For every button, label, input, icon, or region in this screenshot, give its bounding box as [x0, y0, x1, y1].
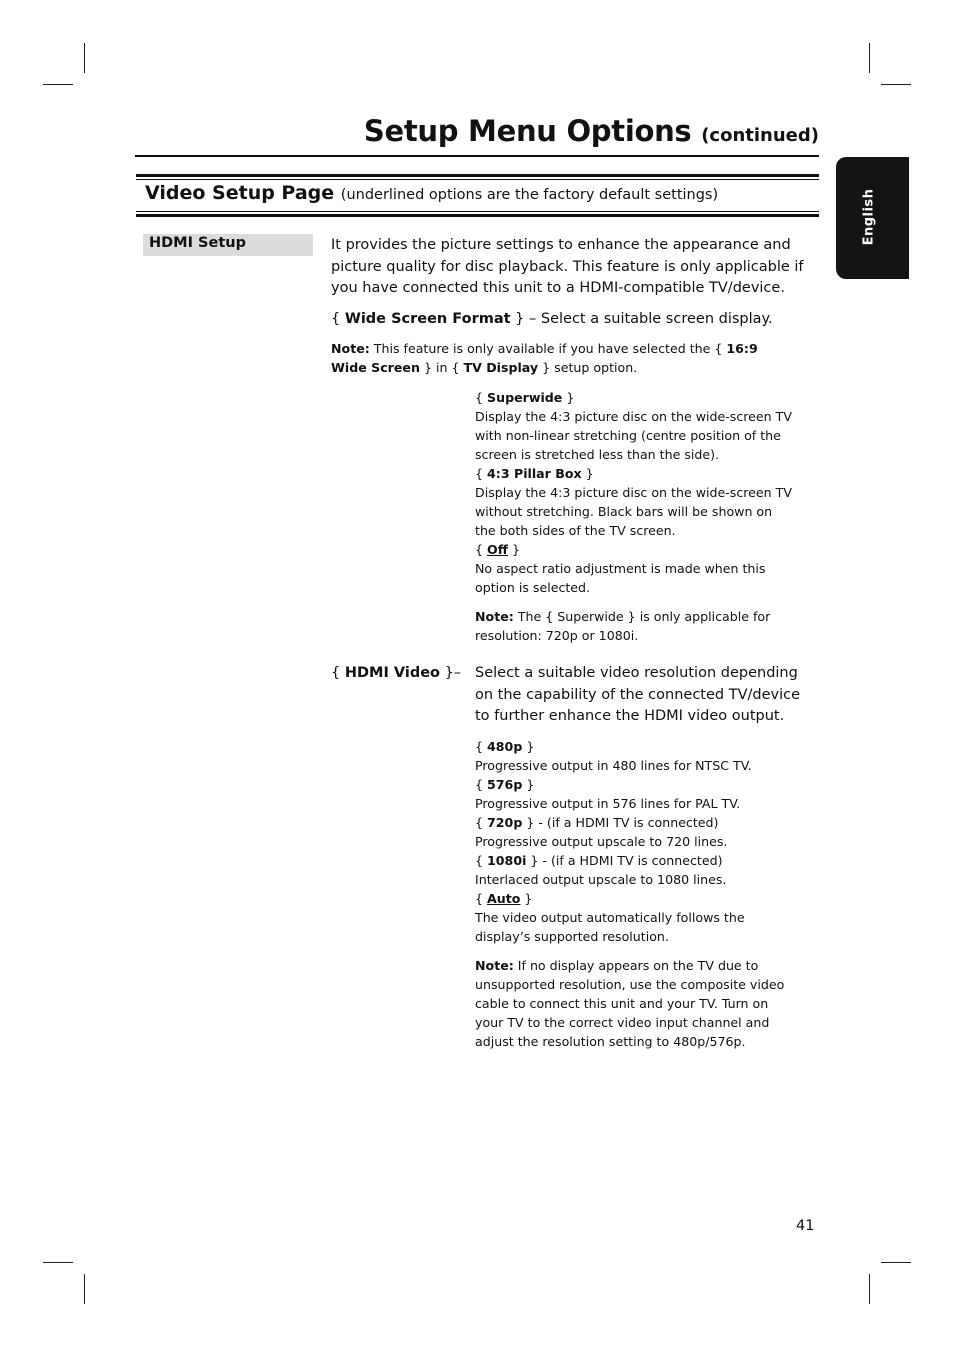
- wide-screen-desc: } – Select a suitable screen display.: [510, 311, 773, 327]
- note-text: unsupported resolution, use the composite video: [475, 977, 785, 992]
- option-name: Superwide: [487, 390, 563, 405]
- note-text: resolution: 720p or 1080i.: [475, 628, 639, 643]
- option-suffix: } - (if a HDMI TV is connected): [522, 815, 719, 830]
- intro-line: picture quality for disc playback. This feature is only applicable if: [331, 258, 804, 275]
- option-desc: Interlaced output upscale to 1080 lines.: [475, 872, 727, 887]
- continued-label: (continued): [701, 125, 819, 146]
- brace: {: [331, 665, 345, 681]
- note-label: Note:: [475, 958, 514, 973]
- section-rule: [136, 174, 819, 177]
- hdmi-setup-label-box: [143, 234, 313, 256]
- brace: {: [331, 311, 345, 327]
- option-desc: the both sides of the TV screen.: [475, 523, 676, 538]
- note-text: } in {: [419, 360, 464, 375]
- page-title-text: Setup Menu Options: [363, 114, 692, 148]
- option-desc: Progressive output upscale to 720 lines.: [475, 834, 728, 849]
- note-text: The { Superwide } is only applicable for: [513, 609, 771, 624]
- option-desc: Display the 4:3 picture disc on the wide-screen TV: [475, 485, 792, 500]
- section-subtitle: (underlined options are the factory default settings): [340, 187, 719, 203]
- title-rule: [135, 155, 819, 157]
- option-desc: Progressive output in 576 lines for PAL TV.: [475, 796, 741, 811]
- option-desc: No aspect ratio adjustment is made when this: [475, 561, 766, 576]
- crop-mark: [881, 84, 911, 85]
- wide-screen-note-2: [475, 607, 770, 645]
- note-text: your TV to the correct video input channel and: [475, 1015, 770, 1030]
- option-suffix: } - (if a HDMI TV is connected): [526, 853, 723, 868]
- page-title: [135, 114, 819, 148]
- option-suffix: }: [522, 739, 535, 754]
- option-desc: with non-linear stretching (centre position of the: [475, 428, 781, 443]
- note-text: adjust the resolution setting to 480p/576p.: [475, 1034, 746, 1049]
- crop-mark: [84, 43, 85, 73]
- option-name-default: Off: [487, 542, 508, 557]
- desc-line: Select a suitable video resolution depending: [475, 665, 798, 681]
- crop-mark: [869, 43, 870, 73]
- hdmi-video-desc: [475, 663, 800, 728]
- option-desc: display’s supported resolution.: [475, 929, 669, 944]
- wide-screen-heading: [331, 309, 773, 331]
- option-name: 720p: [487, 815, 523, 830]
- wide-screen-options: [475, 388, 792, 597]
- section-rule: [136, 179, 819, 180]
- option-1080i: { 1080i } - (if a HDMI TV is connected): [475, 853, 723, 868]
- section-heading: [145, 182, 718, 204]
- crop-mark: [43, 84, 73, 85]
- note-text: } setup option.: [538, 360, 638, 375]
- hdmi-video-note: [475, 956, 784, 1051]
- option-desc: The video output automatically follows the: [475, 910, 745, 925]
- language-tab: [836, 157, 909, 279]
- desc-line: on the capability of the connected TV/device: [475, 686, 801, 703]
- option-desc: Progressive output in 480 lines for NTSC TV.: [475, 758, 752, 773]
- intro-line: It provides the picture settings to enhance the appearance and: [331, 237, 791, 253]
- option-desc: Display the 4:3 picture disc on the wide-screen TV: [475, 409, 792, 424]
- crop-mark: [869, 1274, 870, 1304]
- crop-mark: [881, 1262, 911, 1263]
- option-name: 4:3 Pillar Box: [487, 466, 582, 481]
- option-name: 480p: [487, 739, 523, 754]
- option-pillar-box: { 4:3 Pillar Box }: [475, 466, 594, 481]
- wide-screen-note: [331, 339, 758, 377]
- crop-mark: [84, 1274, 85, 1304]
- intro-line: you have connected this unit to a HDMI-compatible TV/device.: [331, 280, 785, 296]
- option-superwide: { Superwide }: [475, 390, 575, 405]
- note-text: cable to connect this unit and your TV. Turn on: [475, 996, 769, 1011]
- brace: }–: [440, 665, 462, 681]
- option-desc: option is selected.: [475, 580, 591, 595]
- option-off: { Off }: [475, 542, 520, 557]
- section-rule: [136, 211, 819, 212]
- wide-screen-name: Wide Screen Format: [344, 311, 511, 327]
- option-suffix: }: [520, 891, 533, 906]
- note-label: Note:: [475, 609, 514, 624]
- section-title: Video Setup Page: [145, 182, 335, 204]
- option-desc: screen is stretched less than the side).: [475, 447, 720, 462]
- hdmi-setup-intro: [331, 235, 804, 300]
- section-rule: [136, 214, 819, 217]
- option-name: 1080i: [487, 853, 527, 868]
- option-name: 576p: [487, 777, 523, 792]
- option-desc: without stretching. Black bars will be shown on: [475, 504, 773, 519]
- option-480p: { 480p }: [475, 739, 535, 754]
- language-tab-label: English: [861, 188, 877, 246]
- hdmi-video-heading: [331, 663, 461, 685]
- note-bold: Wide Screen: [331, 360, 420, 375]
- note-label: Note:: [331, 341, 370, 356]
- page-number: 41: [796, 1218, 815, 1234]
- hdmi-setup-label: HDMI Setup: [149, 235, 246, 251]
- hdmi-video-options: [475, 737, 752, 946]
- option-suffix: }: [522, 777, 535, 792]
- note-bold: 16:9: [726, 341, 758, 356]
- note-bold: TV Display: [463, 360, 539, 375]
- crop-mark: [43, 1262, 73, 1263]
- note-text: If no display appears on the TV due to: [513, 958, 759, 973]
- option-name-default: Auto: [487, 891, 521, 906]
- note-text: This feature is only available if you have selected the {: [369, 341, 727, 356]
- option-576p: { 576p }: [475, 777, 535, 792]
- hdmi-video-name: HDMI Video: [344, 665, 440, 681]
- desc-line: to further enhance the HDMI video output.: [475, 708, 785, 724]
- option-720p: { 720p } - (if a HDMI TV is connected): [475, 815, 719, 830]
- option-auto: { Auto }: [475, 891, 533, 906]
